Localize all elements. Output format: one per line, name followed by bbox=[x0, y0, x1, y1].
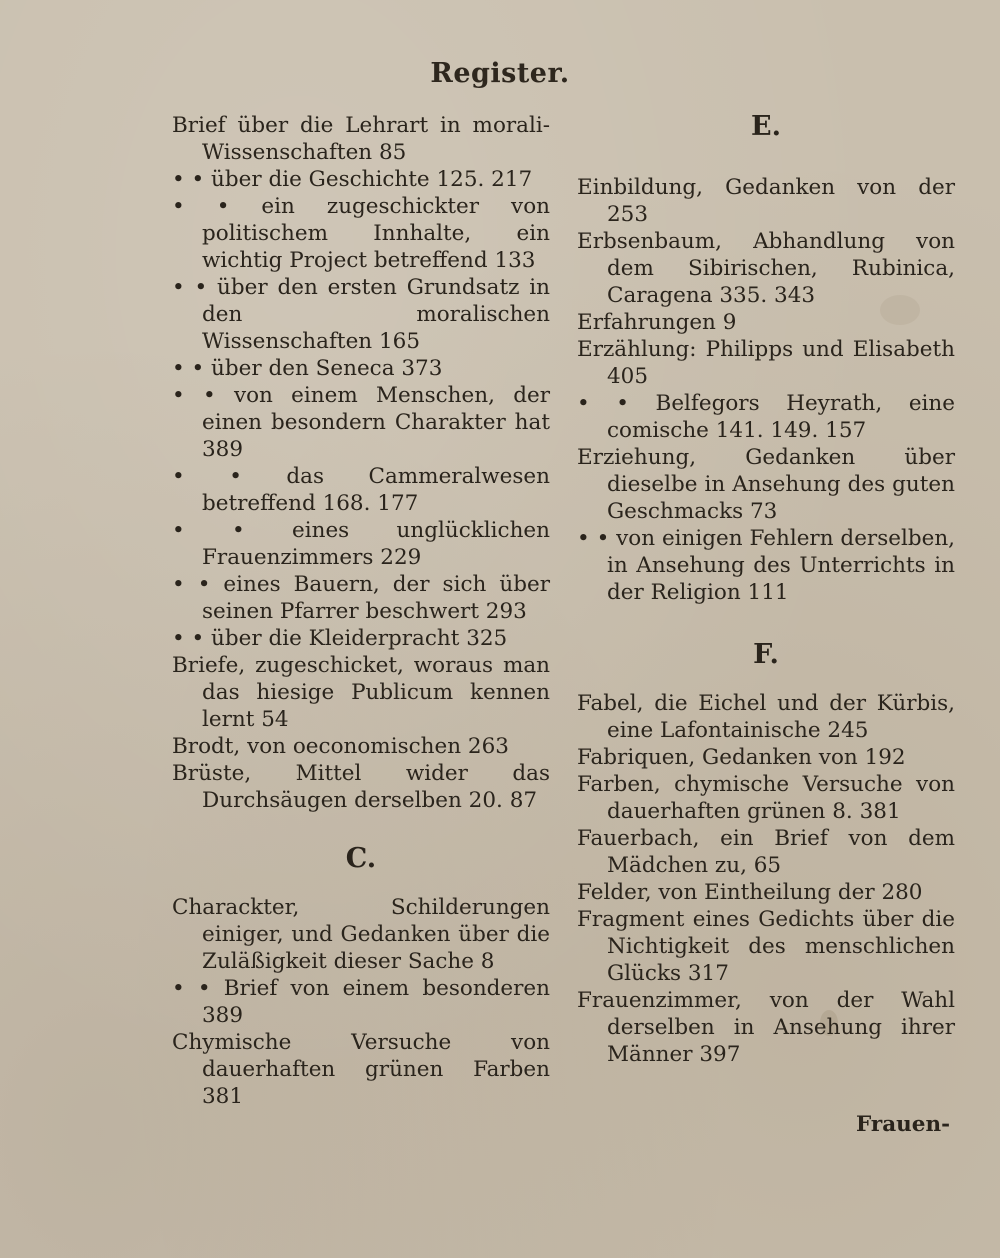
index-entry: Fragment eines Gedichts über die Nichtigkeit des menschlichen Glücks 317 bbox=[577, 907, 955, 986]
catchword: Frauen- bbox=[855, 1112, 950, 1137]
page-title: Register. bbox=[430, 58, 570, 89]
index-entry: Brüste, Mittel wider das Durchsäugen derselben 20. 87 bbox=[172, 761, 550, 813]
index-entry: Charackter, Schilderungen einiger, und Gedanken über die Zuläßigkeit dieser Sache 8 bbox=[172, 895, 550, 974]
index-entry: Fauerbach, ein Brief von dem Mädchen zu, 65 bbox=[577, 826, 955, 878]
index-entry: Brief über die Lehrart in morali- Wissenschaften 85 bbox=[172, 113, 550, 165]
index-entry: Fabriquen, Gedanken von 192 bbox=[577, 745, 906, 770]
index-entry: • • eines unglücklichen Frauenzimmers 229 bbox=[172, 518, 550, 570]
index-entry: • • Brief von einem besonderen 389 bbox=[172, 976, 550, 1028]
index-entry: Erziehung, Gedanken über dieselbe in Ansehung des guten Geschmacks 73 bbox=[577, 445, 955, 524]
section-letter: E. bbox=[751, 111, 781, 142]
section-letter: C. bbox=[345, 843, 377, 874]
index-entry: • • ein zugeschickter von politischem Innhalte, ein wichtig Project betreffend 133 bbox=[172, 194, 550, 273]
index-column-left bbox=[172, 112, 550, 1110]
index-entry: Felder, von Eintheilung der 280 bbox=[577, 880, 923, 905]
section-letter: F. bbox=[753, 639, 779, 670]
index-entry: Erbsenbaum, Abhandlung von dem Sibirischen, Rubinica, Caragena 335. 343 bbox=[577, 229, 955, 308]
index-entry: Fabel, die Eichel und der Kürbis, eine Lafontainische 245 bbox=[577, 691, 955, 743]
index-entry: Chymische Versuche von dauerhaften grünen Farben 381 bbox=[172, 1030, 550, 1109]
index-entry: • • über die Geschichte 125. 217 bbox=[172, 167, 533, 192]
index-entry: • • von einigen Fehlern derselben, in Ansehung des Unterrichts in der Religion 111 bbox=[577, 526, 955, 605]
index-entry: Erfahrungen 9 bbox=[577, 310, 737, 335]
index-entry: • • über den ersten Grundsatz in den moralischen Wissenschaften 165 bbox=[172, 275, 550, 354]
index-entry: • • Belfegors Heyrath, eine comische 141. 149. 157 bbox=[577, 391, 955, 443]
index-entry: Einbildung, Gedanken von der 253 bbox=[577, 175, 955, 227]
index-entry: • • von einem Menschen, der einen besondern Charakter hat 389 bbox=[172, 383, 550, 462]
index-entry: • • eines Bauern, der sich über seinen Pfarrer beschwert 293 bbox=[172, 572, 550, 624]
index-entry: Erzählung: Philipps und Elisabeth 405 bbox=[577, 337, 955, 389]
index-entry: Frauenzimmer, von der Wahl derselben in Ansehung ihrer Männer 397 bbox=[577, 988, 955, 1067]
index-entry: Farben, chymische Versuche von dauerhaften grünen 8. 381 bbox=[577, 772, 955, 824]
index-entry: • • das Cammeralwesen betreffend 168. 177 bbox=[172, 464, 550, 516]
index-entry: • • über die Kleiderpracht 325 bbox=[172, 626, 508, 651]
index-column-right bbox=[577, 112, 955, 1068]
index-entry: • • über den Seneca 373 bbox=[172, 356, 443, 381]
index-entry: Brodt, von oeconomischen 263 bbox=[172, 734, 509, 759]
index-entry: Briefe, zugeschicket, woraus man das hiesige Publicum kennen lernt 54 bbox=[172, 653, 550, 732]
